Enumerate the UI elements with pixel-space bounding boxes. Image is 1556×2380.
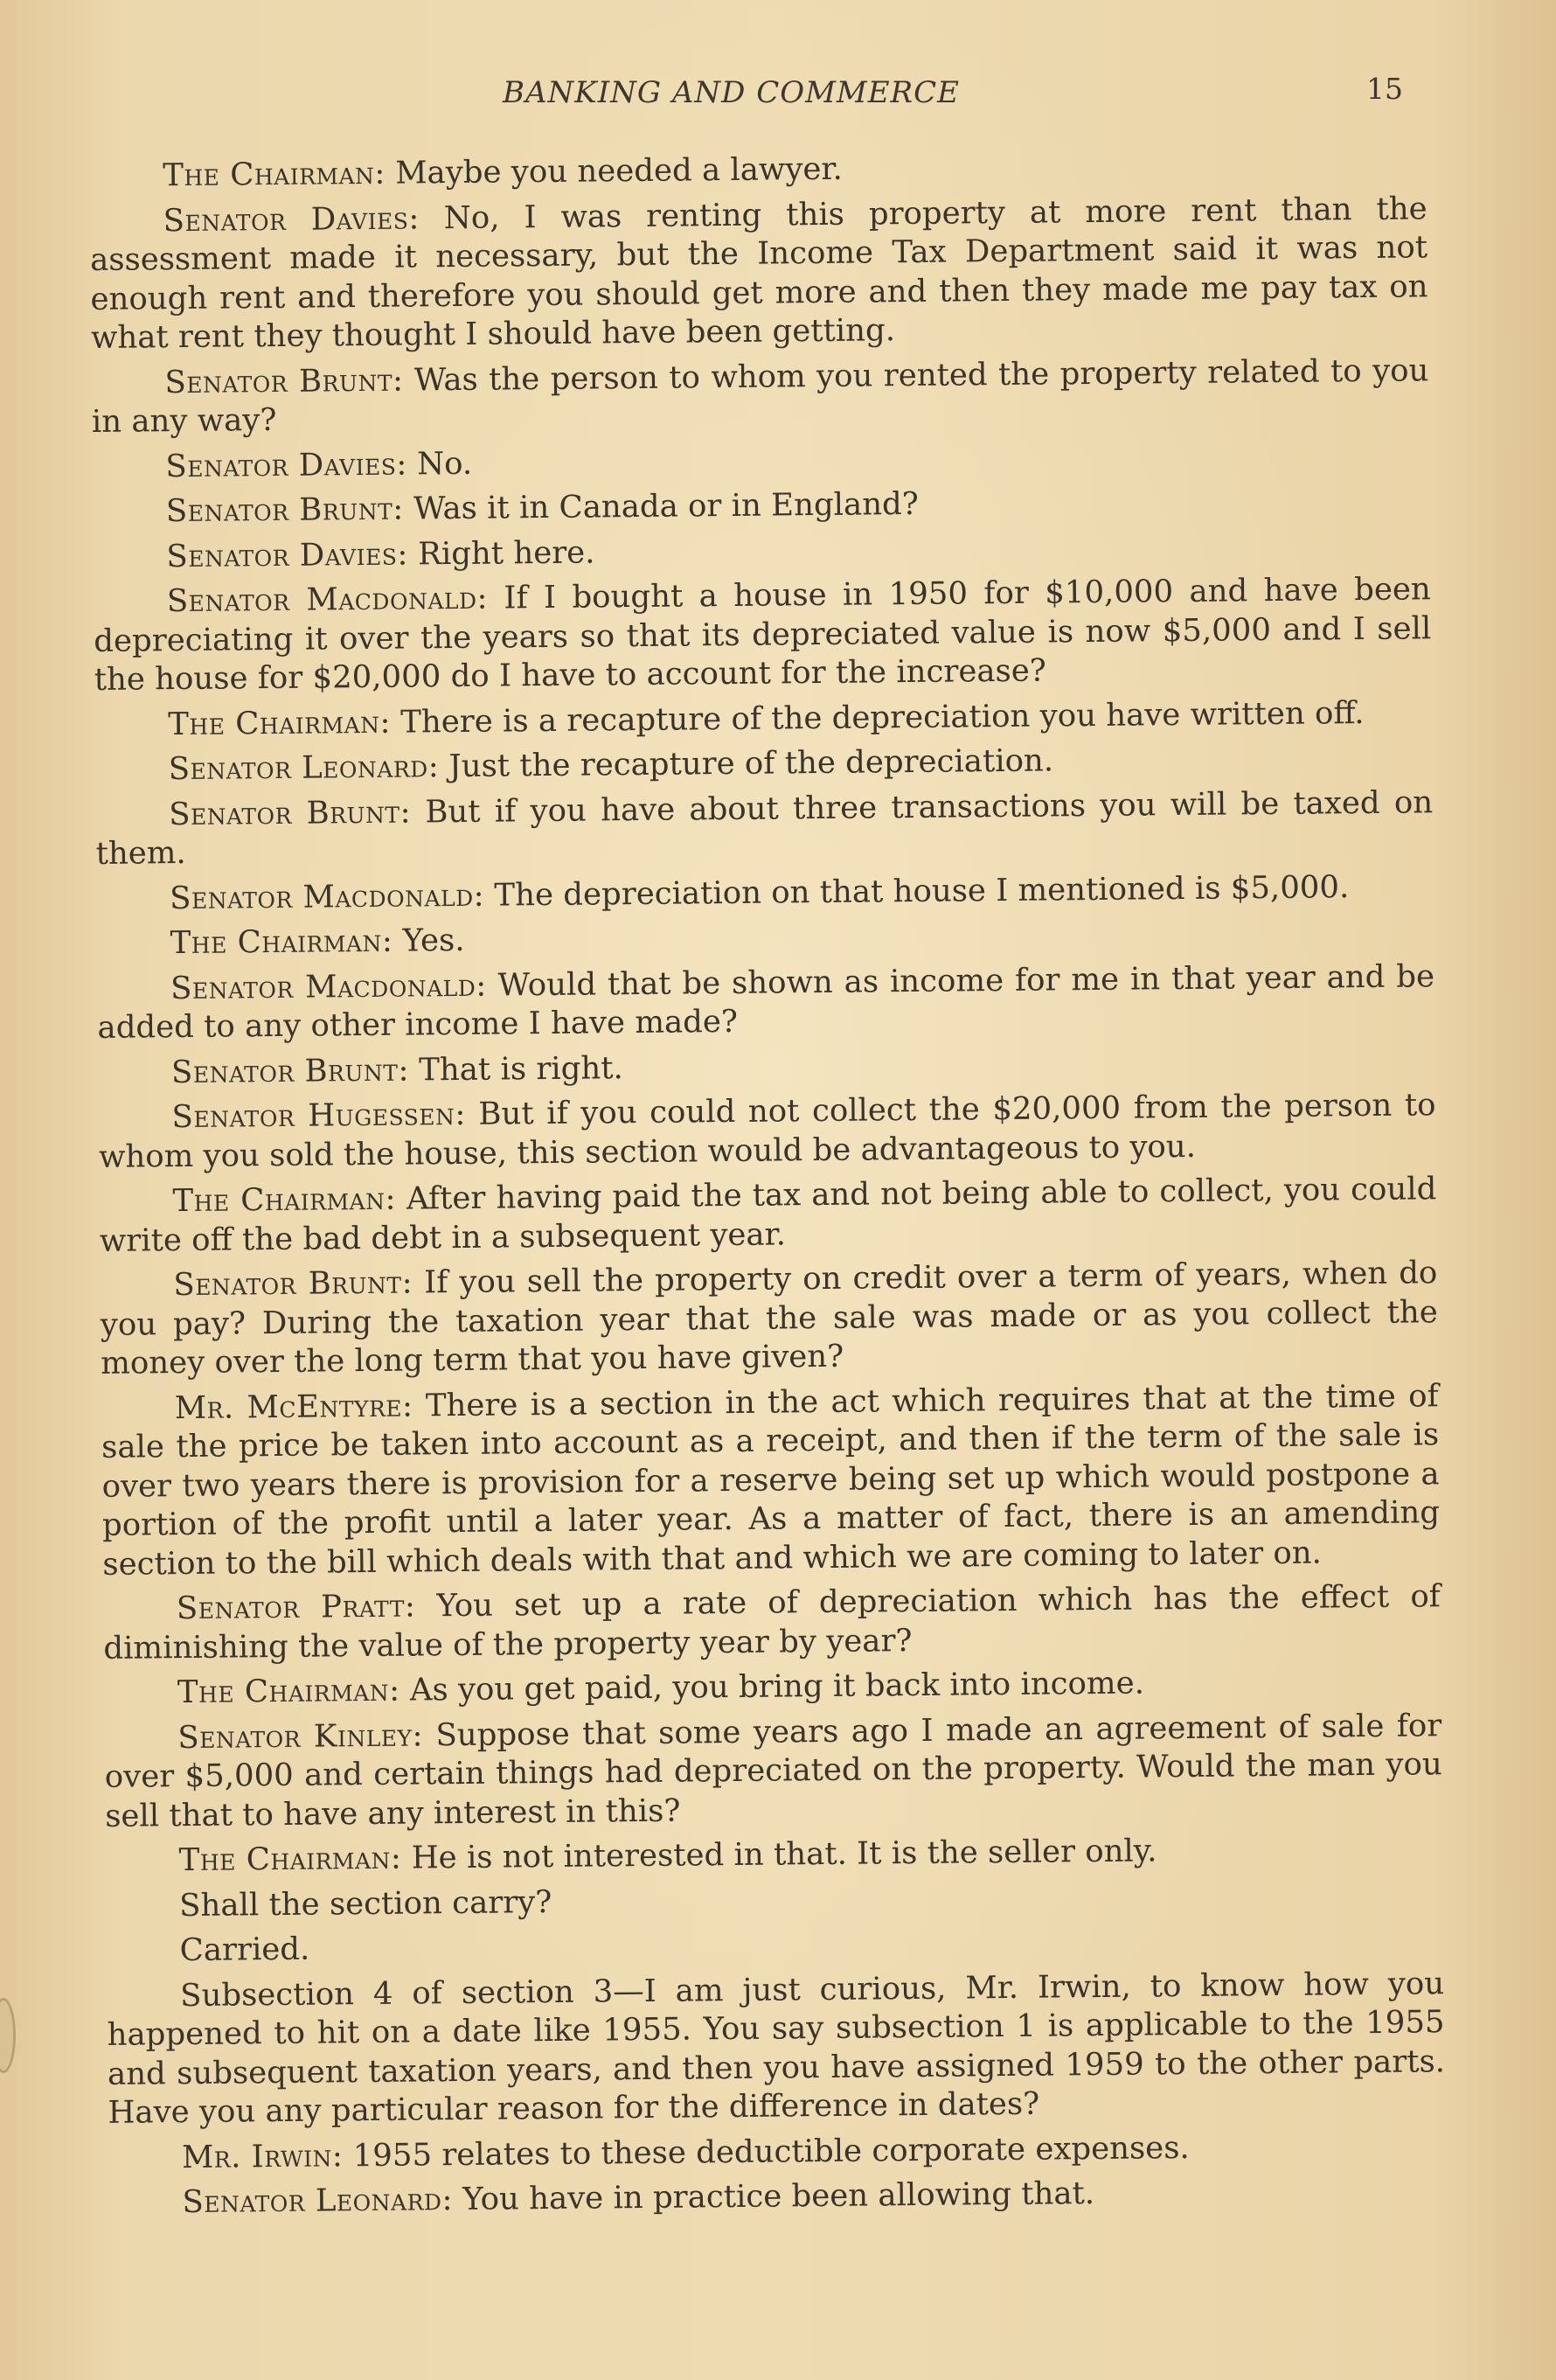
paragraph <box>95 738 1433 790</box>
statement: That is right. <box>419 1049 624 1088</box>
statement: Suppose that some years ago I made an agreement of sale for over $5,000 and certain things had depreciated on the property. Would the man you sell that to have any interest in this? <box>104 1707 1442 1834</box>
statement: Right here. <box>417 533 595 572</box>
paragraph <box>104 1661 1441 1713</box>
speaker: Senator Hugessen: <box>171 1096 467 1136</box>
speaker: The Chairman: <box>170 922 393 962</box>
paragraph <box>105 1829 1442 1881</box>
statement: The depreciation on that house I mentioned is $5,000. <box>494 868 1350 914</box>
paragraph <box>98 1086 1436 1177</box>
paragraph <box>107 1965 1446 2133</box>
statement: No. <box>416 445 473 482</box>
paragraph <box>94 570 1432 699</box>
page-header <box>0 72 1556 119</box>
paragraph <box>104 1707 1442 1836</box>
speaker: The Chairman: <box>178 1840 402 1879</box>
statement: Just the recapture of the depreciation. <box>448 742 1054 785</box>
statement: You have in practice been allowing that. <box>462 2175 1095 2218</box>
statement: As you get paid, you bring it back into income. <box>409 1665 1145 1708</box>
speaker: Senator Brunt: <box>164 362 404 400</box>
statement: If you sell the property on credit over a term of years, when do you pay? During the taxation year that the sale was made or as you collect the money over the long term that you have given? <box>100 1255 1438 1381</box>
speaker: Senator Brunt: <box>170 1052 410 1090</box>
statement: He is not interested in that. It is the seller only. <box>411 1833 1157 1876</box>
speaker: The Chairman: <box>177 1672 400 1711</box>
speaker: Senator Brunt: <box>169 794 412 832</box>
statement: 1955 relates to these deductible corporate expenses. <box>352 2129 1190 2174</box>
speaker: Senator Davies: <box>166 536 409 574</box>
paragraph <box>94 693 1432 745</box>
statement: After having paid the tax and not being able to collect, you could write off the bad debt in a subsequent year. <box>99 1171 1437 1259</box>
speaker: Senator Macdonald: <box>166 580 489 620</box>
paragraph <box>91 351 1429 442</box>
statement: Carried. <box>179 1931 310 1969</box>
speaker: The Chairman: <box>163 155 386 194</box>
speaker: Senator Macdonald: <box>169 877 485 916</box>
statement: Would that be shown as income for me in that year and be added to any other income I have made? <box>97 957 1435 1046</box>
speaker: Mr. McEntyre: <box>174 1388 413 1426</box>
speaker: Senator Brunt: <box>173 1264 413 1304</box>
paragraph <box>108 2126 1446 2178</box>
speaker: Senator Brunt: <box>165 491 404 530</box>
statement: Shall the section carry? <box>178 1883 552 1924</box>
paragraph <box>93 480 1430 532</box>
paragraph <box>93 525 1430 577</box>
speaker: Senator Macdonald: <box>170 967 487 1006</box>
paragraph <box>96 867 1434 919</box>
paragraph <box>97 957 1435 1048</box>
speaker: The Chairman: <box>168 704 392 742</box>
paragraph <box>100 1254 1438 1383</box>
statement: Yes. <box>402 922 465 959</box>
paragraph <box>101 1377 1441 1584</box>
paragraph <box>89 144 1427 196</box>
paragraph <box>106 1919 1443 1971</box>
paragraph <box>98 1041 1435 1093</box>
statement: Was it in Canada or in England? <box>413 485 920 527</box>
page-number: 15 <box>1366 72 1403 106</box>
statement: There is a section in the act which requires that at the time of sale the price be taken into account as a receipt, and then if the term of the sale is over two years there is provision for a reserve being set up which would postpone a portion of the profit until a later year. As a matter of fact, there is an amending section to the bill which deals with that and which we are coming to later on. <box>101 1377 1441 1583</box>
paragraph <box>92 435 1429 487</box>
statement: But if you could not collect the $20,000 from the person to whom you sold the house, this section would be advantageous to you. <box>98 1087 1436 1175</box>
paragraph <box>96 912 1434 964</box>
statement: But if you have about three transactions you will be taxed on them. <box>95 783 1434 872</box>
paragraph <box>103 1577 1441 1668</box>
paragraph <box>89 190 1428 358</box>
statement: You set up a rate of depreciation which has the effect of diminishing the value of the property year by year? <box>103 1578 1441 1667</box>
transcript-body <box>89 144 1447 2229</box>
paragraph <box>99 1170 1437 1261</box>
speaker: Senator Kinley: <box>177 1716 424 1756</box>
speaker: The Chairman: <box>172 1180 397 1220</box>
paragraph <box>95 783 1434 874</box>
paragraph <box>106 1875 1443 1926</box>
statement: There is a recapture of the depreciation you have written off. <box>400 694 1365 741</box>
statement: Was the person to whom you rented the property related to you in any way? <box>91 351 1429 440</box>
statement: If I bought a house in 1950 for $10,000 and have been depreciating it over the years so that its depreciated value is now $5,000 and I sell the house for $20,000 do I have to account for the increase? <box>94 571 1432 698</box>
statement: Maybe you needed a lawyer. <box>395 150 843 191</box>
paragraph <box>108 2171 1446 2223</box>
binding-hole <box>0 1998 16 2073</box>
speaker: Senator Davies: <box>163 199 420 239</box>
running-title: BANKING AND COMMERCE <box>503 75 960 110</box>
statement: Subsection 4 of section 3—I am just curious, Mr. Irwin, to know how you happened to hit on a date like 1955. You say subsection 1 is applicable to the 1955 and subsequent taxation years, and then you have assigned 1959 to the other parts. Have you any particular reason for the difference in dates? <box>107 1965 1446 2131</box>
statement: No, I was renting this property at more rent than the assessment made it necessary, but the Income Tax Department said it was not enough rent and therefore you should get more and then they made me pay tax on what rent they thought I should have been getting. <box>89 190 1428 356</box>
speaker: Senator Pratt: <box>176 1588 416 1627</box>
speaker: Senator Leonard: <box>182 2182 454 2221</box>
speaker: Mr. Irwin: <box>181 2137 344 2175</box>
speaker: Senator Leonard: <box>168 748 440 788</box>
speaker: Senator Davies: <box>165 446 408 484</box>
